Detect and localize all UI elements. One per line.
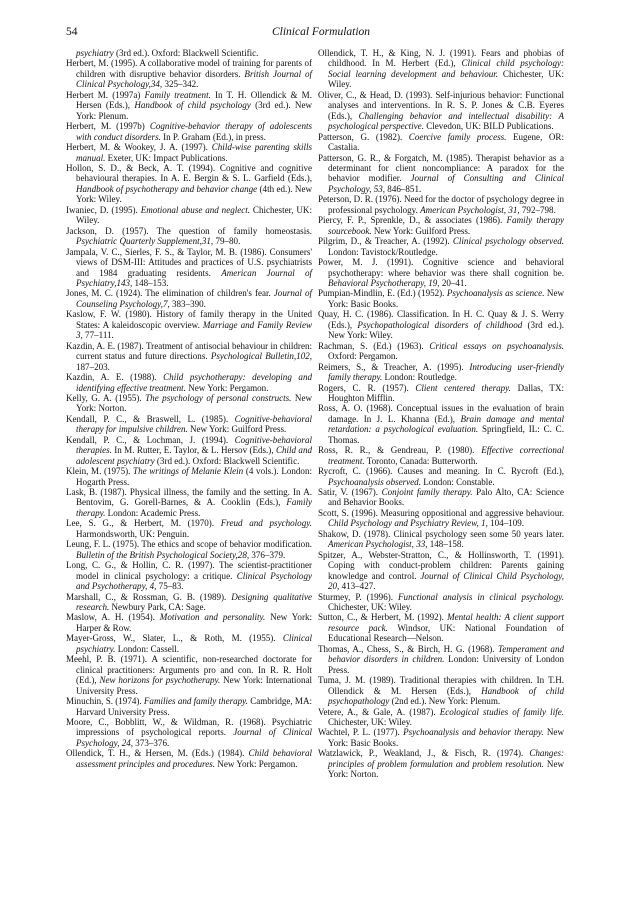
reference-italic-text: Psychoanalysis observed.: [328, 476, 421, 487]
reference-text: Mayer-Gross, W., Slater, L., & Roth, M. (1955).: [66, 633, 283, 644]
reference-text: Pilgrim, D., & Treacher, A. (1992).: [318, 236, 453, 247]
reference-text: Rachman, S. (Ed.) (1963).: [318, 340, 430, 351]
reference-text: (4 vols.). London: Hogarth Press.: [76, 466, 312, 487]
reference-text: New York: Pergamon.: [215, 758, 298, 769]
reference-text: Windsor, UK: National Foundation of Educational Research—Nelson.: [328, 622, 564, 644]
reference-entry: [318, 529, 564, 550]
reference-text: Dallas, TX: Houghton Mifflin.: [328, 382, 564, 403]
reference-entry: [318, 403, 564, 445]
reference-text: (4th ed.). New York: Wiley.: [76, 183, 312, 205]
reference-italic-text: Cognitive-behavioral therapies.: [76, 434, 312, 456]
reference-italic-text: Clinical child psychology: Social learning development and behaviour.: [328, 58, 564, 79]
reference-entry: [66, 539, 312, 560]
reference-entry: [66, 372, 312, 393]
reference-entry: [318, 309, 564, 340]
reference-entry: [66, 518, 312, 539]
reference-italic-text: Freud and psychology.: [220, 518, 312, 529]
reference-entry: [66, 48, 312, 58]
reference-text: 187–203.: [76, 361, 110, 372]
reference-italic-text: Mental health: A client support resource pack.: [328, 612, 564, 633]
reference-text: Marshall, C., & Rossman, G. B. (1989).: [66, 591, 232, 602]
reference-text: Tuma, J. M. (1989). Traditional therapies with children. In T.H. Ollendick & M. Hersen (Eds.),: [318, 675, 564, 696]
reference-entry: [66, 435, 312, 466]
reference-italic-text: Clinical Psychology and Psychotherapy, 4,: [76, 570, 312, 592]
reference-text: Kendall, P. C., & Lochman, J. (1994).: [66, 434, 235, 445]
reference-entry: [318, 341, 564, 362]
reference-text: Lask, B. (1987). Physical illness, the family and the setting. In A. Bentovim, G. Gorell-Barnes, & A. Cooklin (Eds.),: [66, 487, 312, 508]
reference-entry: [318, 48, 564, 90]
reference-text: Minuchin, S. (1974).: [66, 696, 144, 707]
reference-text: Scott, S. (1996). Measuring oppositional and aggressive behaviour.: [318, 507, 564, 518]
reference-entry: [66, 414, 312, 435]
reference-text: 373–376.: [133, 737, 170, 748]
reference-text: Ollendick, T. H., & Hersen, M. (Eds.) (1984).: [66, 748, 249, 759]
reference-italic-text: Family treatment.: [144, 89, 211, 100]
reference-text: Clevedon, UK: BILD Publications.: [423, 121, 554, 132]
reference-entry: [66, 633, 312, 654]
reference-entry: [318, 153, 564, 195]
reference-italic-text: Handbook of child psychology: [134, 100, 251, 111]
reference-entry: [318, 487, 564, 508]
reference-entry: [66, 393, 312, 414]
reference-italic-text: American Journal of Psychiatry,143,: [76, 267, 312, 288]
reference-text: Toronto, Canada: Butterworth.: [364, 455, 478, 466]
reference-text: New York: Guilford Press.: [371, 225, 471, 236]
reference-italic-text: Cognitive-behavior therapy of adolescents with conduct disorders.: [76, 121, 313, 142]
reference-text: London: University of London Press.: [328, 654, 565, 675]
reference-text: Kazdin, A. E. (1988).: [66, 372, 164, 383]
reference-text: In T. H. Ollendick & M. Hersen (Eds.),: [76, 89, 312, 111]
reference-entry: [66, 341, 312, 372]
reference-entry: [66, 560, 312, 591]
reference-column-right: [318, 48, 564, 780]
reference-text: London: Constable.: [420, 476, 495, 487]
reference-text: Harmondsworth, UK: Penguin.: [76, 528, 190, 539]
reference-text: New York: Norton.: [76, 392, 313, 414]
reference-entry: [66, 592, 312, 613]
reference-italic-text: Client centered therapy.: [415, 382, 511, 393]
reference-italic-text: Child Psychology and Psychiatry Review, 1,: [328, 518, 488, 529]
reference-italic-text: Child behavioral assessment principles and procedures.: [76, 748, 312, 769]
reference-text: 846–851.: [385, 183, 422, 194]
reference-italic-text: Bulletin of the British Psychological Society,28,: [76, 549, 250, 560]
reference-text: Leung, F. L. (1975). The ethics and scope of behavior modification.: [66, 539, 312, 550]
reference-text: Hollon, S. D., & Beck, A. T. (1994). Cognitive and cognitive behavioural therapies. In A. E. Bergin & S. L. Garfield (Eds.),: [66, 162, 312, 184]
reference-text: Jones, M. C. (1924). The elimination of children's fear.: [66, 288, 274, 299]
reference-entry: [66, 142, 312, 163]
reference-text: Kelly, G. A. (1955).: [66, 392, 146, 403]
reference-entry: [318, 215, 564, 236]
reference-text: Lee, S. G., & Herbert, M. (1970).: [66, 518, 221, 529]
reference-entry: [66, 654, 312, 696]
reference-entry: [66, 288, 312, 309]
reference-text: New York: Guilford Press.: [187, 424, 287, 435]
reference-entry: [318, 508, 564, 529]
reference-text: 148–158.: [427, 539, 464, 550]
reference-italic-text: Child-wise parenting skills manual.: [76, 142, 312, 163]
reference-text: 75–83.: [156, 581, 184, 592]
reference-text: New York: Basic Books.: [328, 288, 564, 309]
reference-entry: [318, 748, 564, 779]
reference-entry: [318, 592, 564, 613]
reference-text: Kendall, P. C., & Braswell, L. (1985).: [66, 413, 235, 424]
reference-entry: [66, 205, 312, 226]
reference-text: Quay, H. C. (1986). Classification. In H. C. Quay & J. S. Werry (Eds.),: [318, 309, 564, 330]
reference-entry: [318, 445, 564, 466]
reference-entry: [318, 644, 564, 675]
reference-italic-text: Functional analysis in clinical psychology.: [398, 591, 565, 602]
reference-text: Patterson, G. R., & Forgatch, M. (1985). Therapist behavior as a determinant for client noncompliance: A paradox for the behavior modifier.: [318, 152, 564, 184]
reference-text: Jackson, D. (1957). The question of family homeostasis.: [66, 225, 312, 236]
reference-italic-text: Conjoint family therapy.: [381, 487, 473, 498]
reference-text: Watzlawick, P., Weakland, J., & Fisch, R. (1974).: [318, 748, 530, 759]
reference-text: Ross, R. R., & Gendreau, P. (1980).: [318, 445, 482, 456]
reference-italic-text: New horizons for psychotherapy.: [99, 675, 221, 686]
page-header: [66, 26, 576, 42]
reference-text: Springfield, IL: C. C. Thomas.: [328, 424, 564, 445]
reference-text: 376–379.: [249, 549, 286, 560]
reference-text: London: Tavistock/Routledge.: [328, 246, 438, 257]
reference-entry: [66, 466, 312, 487]
reference-entry: [318, 383, 564, 404]
reference-text: Peterson, D. R. (1976). Need for the doctor of psychology degree in professional psychology.: [318, 194, 564, 215]
reference-entry: [66, 90, 312, 121]
reference-italic-text: Child psychotherapy: developing and identifying effective treatment.: [76, 372, 312, 393]
reference-italic-text: Child and adolescent psychiatry: [76, 445, 312, 466]
reference-italic-text: Changes: principles of problem formulation and problem resolution.: [328, 748, 564, 769]
reference-text: Herbert, M. (1995). A collaborative model of training for parents of children with disruptive behavior disorders.: [66, 58, 312, 79]
reference-text: Oliver, C., & Head, D. (1993). Self-injurious behavior: Functional analyses and interventions. In R. S. P. Jones & C.B. Eyeres (Eds.),: [318, 89, 564, 121]
reference-text: Oxford: Pergamon.: [328, 351, 398, 362]
reference-text: Rogers, C. R. (1957).: [318, 382, 416, 393]
reference-text: New York: Norton.: [328, 758, 564, 780]
reference-text: Newbury Park, CA: Sage.: [109, 602, 206, 613]
reference-entry: [66, 717, 312, 748]
reference-entry: [66, 163, 312, 205]
reference-italic-text: Journal of Clinical Child Psychology, 20,: [328, 570, 564, 592]
reference-italic-text: Psychoanalysis as science.: [446, 288, 545, 299]
reference-entry: [318, 236, 564, 257]
reference-italic-text: Ecological studies of family life.: [439, 706, 564, 717]
reference-text: Maslow, A. H. (1954).: [66, 612, 160, 623]
reference-text: Sturmey, P. (1996).: [318, 591, 399, 602]
reference-text: Thomas, A., Chess, S., & Birch, H. G. (1968).: [318, 643, 499, 654]
reference-text: Ollendick, T. H., & King, N. J. (1991). Fears and phobias of childhood. In M. Herbert (Ed.),: [318, 48, 564, 69]
reference-text: Palo Alto, CA: Science and Behavior Books.: [328, 487, 564, 508]
reference-text: Reimers, S., & Treacher, A. (1995).: [318, 361, 470, 372]
reference-italic-text: The writings of Melanie Klein: [133, 466, 244, 477]
reference-italic-text: Introducing user-friendly family therapy.: [328, 361, 564, 383]
reference-text: New York: Harper & Row.: [76, 612, 312, 633]
reference-italic-text: Family therapy sourcebook.: [328, 215, 564, 236]
reference-italic-text: Psychoanalysis and behavior therapy.: [403, 727, 544, 738]
reference-text: 79–80.: [213, 236, 241, 247]
reference-italic-text: Psychiatric Quarterly Supplement,31,: [76, 236, 214, 247]
reference-italic-text: Challenging behavior and intellectual disability: A psychological perspective.: [328, 110, 564, 132]
reference-entry: [318, 257, 564, 288]
reference-text: Ross, A. O. (1968). Conceptual issues in the evaluation of brain damage. In J. L. Khanna (Ed.),: [318, 403, 564, 424]
reference-text: Chichester, UK: Wiley.: [76, 204, 312, 226]
reference-entry: [66, 748, 312, 769]
reference-text: Power, M. J. (1991). Cognitive science and behavioral psychotherapy: where behavior was there shall cognition be.: [318, 257, 564, 278]
reference-text: Cambridge, MA: Harvard University Press.: [76, 696, 313, 717]
reference-entry: [66, 696, 312, 717]
reference-text: (3rd ed.). New York: Plenum.: [76, 100, 312, 121]
reference-text: Herbert, M. (1997b): [66, 121, 150, 132]
reference-text: Wachtel, P. L. (1977).: [318, 727, 404, 738]
reference-italic-text: Brain damage and mental retardation: a psychological evaluation.: [328, 413, 564, 435]
reference-italic-text: The psychology of personal constructs.: [145, 392, 292, 403]
reference-italic-text: Handbook of psychotherapy and behavior change: [76, 183, 258, 194]
reference-italic-text: American Psychologist, 33,: [328, 539, 428, 550]
reference-text: Chichester, UK: Wiley.: [328, 602, 412, 613]
reference-italic-text: Marriage and Family Review 3,: [76, 319, 312, 341]
reference-entry: [318, 727, 564, 748]
reference-text: Herbert M. (1997a): [66, 89, 145, 100]
reference-text: Vetere, A., & Gale, A. (1987).: [318, 706, 440, 717]
reference-text: 77–111.: [82, 330, 114, 341]
reference-entry: [318, 612, 564, 643]
reference-italic-text: Psychological Bulletin,102,: [210, 351, 312, 362]
reference-text: Exeter, UK: Impact Publications.: [105, 152, 228, 163]
reference-text: Shakow, D. (1978). Clinical psychology seen some 50 years later.: [318, 528, 564, 539]
reference-italic-text: Journal of Counseling Psychology,7,: [76, 288, 312, 309]
reference-entry: [318, 362, 564, 383]
reference-italic-text: Journal of Consulting and Clinical Psychology, 53,: [328, 173, 564, 194]
reference-entry: [66, 58, 312, 89]
reference-text: Patterson, G. (1982).: [318, 131, 409, 142]
reference-italic-text: Effective correctional treatment.: [328, 445, 564, 466]
reference-italic-text: Emotional abuse and neglect.: [140, 204, 251, 215]
reference-text: London: Routledge.: [382, 372, 457, 383]
reference-text: Eugene, OR: Castalia.: [328, 131, 564, 153]
reference-italic-text: Families and family therapy.: [143, 696, 248, 707]
reference-italic-text: Family therapy.: [76, 497, 312, 518]
reference-entry: [66, 226, 312, 247]
reference-text: In P. Graham (Ed.), in press.: [160, 131, 266, 142]
reference-entry: [318, 132, 564, 153]
reference-text: New York: Basic Books.: [328, 727, 564, 748]
reference-text: 20–41.: [439, 277, 467, 288]
reference-italic-text: Critical essays on psychoanalysis.: [429, 340, 565, 351]
reference-text: In M. Rutter, E. Taylor, & L. Hersov (Eds.),: [111, 445, 276, 456]
reference-text: (3rd ed.). New York: Wiley.: [328, 319, 564, 341]
reference-text: Kaslow, F. W. (1980). History of family therapy in the United States: A kaleidoscopic overview.: [66, 309, 312, 330]
reference-italic-text: Psychopathological disorders of childhood: [357, 319, 523, 330]
reference-column-left: [66, 48, 312, 769]
reference-text: Chichester, UK: Wiley.: [328, 68, 564, 90]
reference-italic-text: Clinical psychology observed.: [452, 236, 564, 247]
reference-entry: [318, 550, 564, 592]
reference-text: (3rd ed.). Oxford: Blackwell Scientific.: [113, 48, 259, 58]
reference-entry: [66, 309, 312, 340]
reference-entry: [318, 707, 564, 728]
reference-text: 383–390.: [169, 298, 206, 309]
reference-entry: [66, 247, 312, 289]
reference-entry: [66, 612, 312, 633]
reference-italic-text: Motivation and personality.: [159, 612, 266, 623]
reference-entry: [318, 288, 564, 309]
reference-entry: [318, 194, 564, 215]
reference-text: New York: Pergamon.: [185, 382, 269, 393]
reference-entry: [66, 121, 312, 142]
reference-text: Kazdin, A. E. (1987). Treatment of antisocial behaviour in children: current status and future directions.: [66, 340, 312, 362]
reference-text: London: Cassell.: [115, 643, 180, 654]
reference-text: (3rd ed.). Oxford: Blackwell Scientific.: [154, 455, 300, 466]
reference-italic-text: Temperament and behavior disorders in children.: [328, 643, 564, 665]
reference-entry: [66, 487, 312, 518]
reference-text: 148–153.: [132, 277, 169, 288]
reference-text: Sutton, C., & Herbert, M. (1992).: [318, 612, 448, 623]
reference-italic-text: Cognitive-behavioral therapy for impulsive children.: [76, 413, 312, 435]
reference-italic-text: British Journal of Clinical Psychology,34,: [76, 68, 313, 90]
reference-text: New York: International University Press.: [76, 675, 312, 696]
reference-text: Piercy, F. P., Sprenkle, D., & associates (1986).: [318, 215, 507, 226]
reference-text: London: Academic Press.: [105, 507, 201, 518]
reference-text: Spitzer, A., Webster-Stratton, C., & Hollinsworth, T. (1991). Coping with conduct-problem children: Parents gaining knowledge and control.: [318, 549, 564, 581]
reference-text: 325–342.: [162, 79, 199, 90]
reference-italic-text: Coercive family process.: [408, 131, 507, 142]
reference-text: 792–798.: [519, 204, 556, 215]
reference-text: Meehl, P. B. (1971). A scientific, non-researched doctorate for clinical practitioners: Arguments pro and con. In R. R. Holt (Ed.),: [66, 654, 312, 686]
reference-text: Pumpian-Mindlin, E. (Ed.) (1952).: [318, 288, 447, 299]
reference-italic-text: psychiatry: [76, 48, 114, 58]
reference-text: Satir, V. (1967).: [318, 487, 382, 498]
reference-italic-text: Behavioral Psychotherapy, 19,: [328, 277, 440, 288]
reference-entry: [318, 90, 564, 132]
reference-text: Klein, M. (1975).: [66, 466, 134, 477]
reference-italic-text: American Psychologist, 31,: [420, 204, 520, 215]
reference-text: Herbert, M. & Wookey, J. A. (1997).: [66, 142, 212, 153]
reference-text: Rycroft, C. (1966). Causes and meaning. In C. Rycroft (Ed.),: [318, 466, 564, 477]
reference-text: 104–109.: [487, 518, 525, 529]
reference-italic-text: Handbook of child psychopathology: [328, 685, 564, 707]
running-title: Clinical Formulation: [271, 26, 371, 38]
reference-text: Long, C. G., & Hollin, C. R. (1997). The scientist-practitioner model in clinical psychology: a critique.: [66, 560, 312, 581]
reference-text: Chichester, UK: Wiley.: [328, 717, 412, 727]
page-number: 54: [66, 26, 78, 38]
reference-text: 413–427.: [339, 581, 376, 592]
reference-text: (2nd ed.). New York: Plenum.: [389, 696, 501, 707]
reference-italic-text: Clinical psychiatry.: [76, 633, 312, 654]
reference-text: Moore, C., Bobblitt, W., & Wildman, R. (1968). Psychiatric impressions of psychological reports.: [66, 717, 312, 738]
reference-italic-text: Designing qualitative research.: [76, 591, 312, 613]
reference-entry: [318, 466, 564, 487]
reference-text: Jampala, V. C., Sierles, F. S., & Taylor, M. B. (1986). Consumers' views of DSM-III: Attitudes and practices of U.S. psychiatrists and 1984 graduating residents.: [66, 246, 312, 278]
reference-text: Iwaniec, D. (1995).: [66, 204, 141, 215]
reference-italic-text: Journal of Clinical Psychology, 24,: [76, 727, 312, 748]
reference-entry: [318, 675, 564, 706]
